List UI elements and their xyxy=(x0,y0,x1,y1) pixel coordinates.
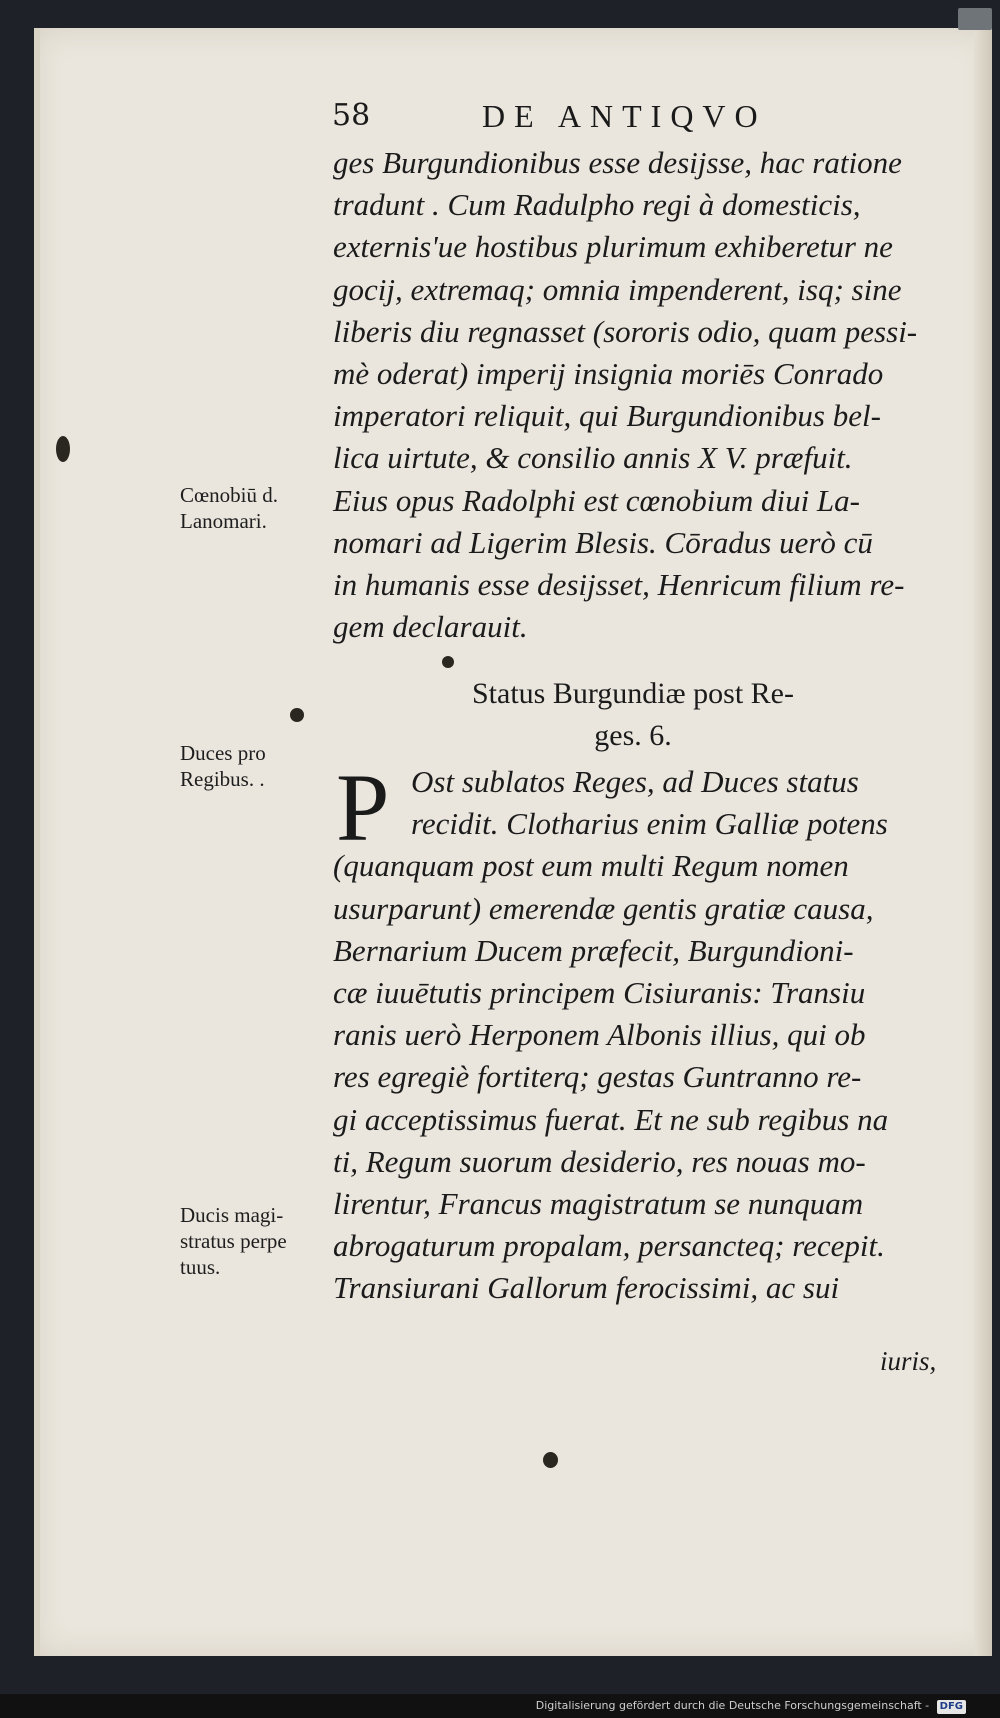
color-tab xyxy=(958,8,992,30)
text-line: res egregiè fortiterq; gestas Guntranno re- xyxy=(333,1059,862,1095)
margin-line: Regibus. . xyxy=(180,767,265,791)
text-line: gem declarauit. xyxy=(333,609,528,645)
text-line: in humanis esse desijsset, Henricum filium re- xyxy=(333,566,905,602)
margin-line: Ducis magi- xyxy=(180,1203,284,1227)
text-line: lirentur, Francus magistratum se nunquam xyxy=(333,1185,864,1221)
text-line: tradunt . Cum Radulpho regi à domesticis, xyxy=(333,187,861,223)
text-line: cæ iuuētutis principem Cisiuranis: Transiu xyxy=(333,974,866,1010)
text-line: externis'ue hostibus plurimum exhiberetur ne xyxy=(333,229,893,265)
margin-line: Lanomari. xyxy=(180,509,267,533)
catchword: iuris, xyxy=(880,1346,937,1376)
text-line: Transiurani Gallorum ferocissimi, ac sui xyxy=(333,1270,840,1306)
text-line: gi acceptissimus fuerat. Et ne sub regibus na xyxy=(333,1101,889,1137)
running-header xyxy=(332,98,852,142)
text-line: imperatori reliquit, qui Burgundionibus bel- xyxy=(333,398,881,434)
marginal-note xyxy=(180,482,330,534)
section-heading: Status Burgundiæ post Re- xyxy=(472,677,794,710)
footer-credit: Digitalisierung gefördert durch die Deutsche Forschungsgemeinschaft - xyxy=(535,1699,930,1712)
page-gutter xyxy=(34,28,40,1656)
section-heading-number: ges. 6. xyxy=(594,719,672,752)
margin-line: Cœnobiū d. xyxy=(180,483,279,507)
text-line: liberis diu regnasset (sororis odio, quam pessi- xyxy=(333,313,918,349)
text-line: usurparunt) emerendæ gentis gratiæ causa, xyxy=(333,890,874,926)
marginal-note xyxy=(180,740,330,792)
text-line: (quanquam post eum multi Regum nomen xyxy=(333,848,849,884)
text-line: gocij, extremaq; omnia impenderent, isq; sine xyxy=(333,271,902,307)
margin-line: Duces pro xyxy=(180,741,266,765)
text-line: ges Burgundionibus esse desijsse, hac ratione xyxy=(333,145,902,180)
digitization-footer xyxy=(0,1694,1000,1718)
ink-blot xyxy=(56,436,70,462)
text-line: lica uirtute, & consilio annis X V. præfuit. xyxy=(333,440,853,476)
text-line: abrogaturum propalam, persancteq; recepit. xyxy=(333,1228,885,1264)
text-line: Ost sublatos Reges, ad Duces status xyxy=(411,764,859,799)
ink-blot xyxy=(290,708,304,722)
text-line: recidit. Clotharius enim Galliæ potens xyxy=(411,806,888,842)
text-line: ranis uerò Herponem Albonis illius, qui ob xyxy=(333,1017,866,1053)
body-text-block-2 xyxy=(333,754,963,1309)
page-number: 58 xyxy=(332,98,371,133)
dfg-logo: DFG xyxy=(937,1700,966,1714)
page-edge xyxy=(974,28,992,1656)
text-line: ti, Regum suorum desiderio, res nouas mo- xyxy=(333,1143,866,1179)
body-text-block-1 xyxy=(333,142,963,648)
text-line: mè oderat) imperij insignia moriēs Conrado xyxy=(333,355,884,391)
margin-line: tuus. xyxy=(180,1255,221,1279)
ink-blot xyxy=(442,656,454,668)
drop-capital: P xyxy=(336,754,390,861)
ink-blot xyxy=(543,1452,558,1468)
margin-line: stratus perpe xyxy=(180,1229,287,1253)
marginal-note xyxy=(180,1202,330,1280)
text-line: Eius opus Radolphi est cœnobium diui La- xyxy=(333,482,860,518)
text-line: Bernarium Ducem præfecit, Burgundioni- xyxy=(333,932,854,968)
running-title: DE ANTIQVO xyxy=(482,98,767,134)
text-line: nomari ad Ligerim Blesis. Cōradus uerò cū xyxy=(333,524,873,560)
